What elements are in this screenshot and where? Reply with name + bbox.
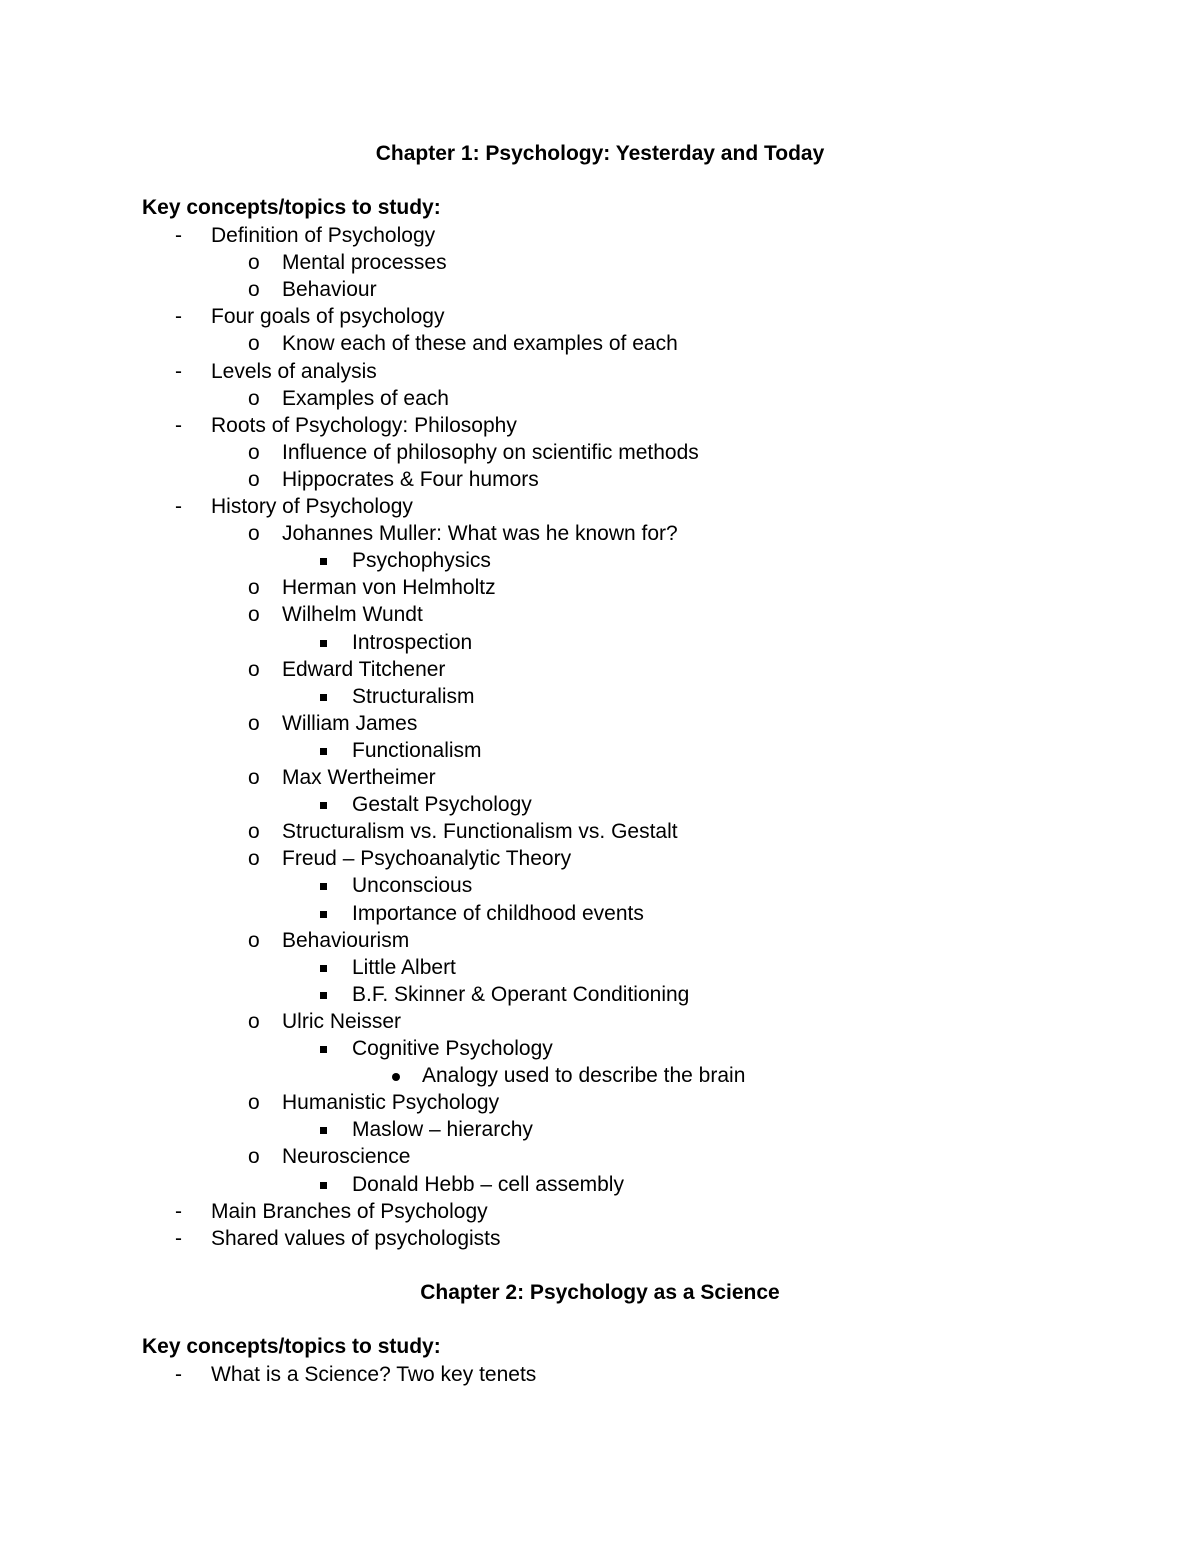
- square-bullet-icon: [320, 558, 327, 565]
- dash-bullet-icon: -: [175, 495, 182, 518]
- chapter2-key-heading: Key concepts/topics to study:: [142, 1335, 441, 1358]
- square-bullet-icon: [320, 1127, 327, 1134]
- square-bullet-icon: [320, 640, 327, 647]
- list-item: Functionalism: [352, 738, 482, 762]
- list-item: Little Albert: [352, 955, 456, 979]
- list-item: Shared values of psychologists: [211, 1226, 501, 1250]
- list-item: Roots of Psychology: Philosophy: [211, 413, 517, 437]
- list-item: Max Wertheimer: [282, 766, 436, 789]
- list-item: Hippocrates & Four humors: [282, 467, 539, 491]
- circle-bullet-icon: o: [248, 278, 260, 302]
- circle-bullet-icon: o: [248, 1145, 260, 1169]
- circle-bullet-icon: o: [248, 1091, 260, 1115]
- list-item: Influence of philosophy on scientific methods: [282, 440, 699, 464]
- list-item: William James: [282, 711, 418, 735]
- filled-dot-bullet-icon: [392, 1073, 400, 1081]
- circle-bullet-icon: o: [248, 711, 260, 735]
- list-item: Behaviour: [282, 278, 377, 302]
- list-item: Structuralism vs. Functionalism vs. Gestalt: [282, 820, 678, 844]
- square-bullet-icon: [320, 883, 327, 890]
- list-item: Wilhelm Wundt: [282, 603, 423, 627]
- list-item: Levels of analysis: [211, 359, 377, 383]
- list-item: Maslow – hierarchy: [352, 1118, 533, 1142]
- list-item: Ulric Neisser: [282, 1009, 402, 1033]
- square-bullet-icon: [320, 748, 327, 755]
- dash-bullet-icon: -: [175, 1199, 182, 1223]
- list-item: Structuralism: [352, 684, 475, 708]
- dash-bullet-icon: -: [175, 305, 182, 329]
- list-item: Definition of Psychology: [211, 224, 436, 247]
- list-item: What is a Science? Two key tenets: [211, 1363, 537, 1386]
- list-item: Mental processes: [282, 251, 447, 275]
- list-item: Psychophysics: [352, 549, 491, 573]
- circle-bullet-icon: o: [248, 1009, 260, 1033]
- list-item: Behaviourism: [282, 928, 410, 952]
- square-bullet-icon: [320, 911, 327, 918]
- circle-bullet-icon: o: [248, 657, 260, 681]
- circle-bullet-icon: o: [248, 576, 260, 600]
- circle-bullet-icon: o: [248, 251, 260, 275]
- list-item: Importance of childhood events: [352, 901, 644, 925]
- square-bullet-icon: [320, 1182, 327, 1189]
- circle-bullet-icon: o: [248, 386, 260, 410]
- square-bullet-icon: [320, 1046, 327, 1053]
- dash-bullet-icon: -: [175, 1226, 182, 1250]
- list-item: Herman von Helmholtz: [282, 576, 496, 600]
- circle-bullet-icon: o: [248, 440, 260, 464]
- dash-bullet-icon: -: [175, 224, 182, 247]
- list-item: Analogy used to describe the brain: [422, 1064, 746, 1088]
- list-item: History of Psychology: [211, 495, 413, 518]
- dash-bullet-icon: -: [175, 1363, 182, 1386]
- list-item: Know each of these and examples of each: [282, 332, 678, 356]
- list-item: Edward Titchener: [282, 657, 446, 681]
- circle-bullet-icon: o: [248, 847, 260, 871]
- list-item: Unconscious: [352, 874, 473, 898]
- chapter1-title: Chapter 1: Psychology: Yesterday and Today: [375, 142, 825, 165]
- dash-bullet-icon: -: [175, 413, 182, 437]
- square-bullet-icon: [320, 694, 327, 701]
- list-item: Neuroscience: [282, 1145, 411, 1169]
- list-item: Cognitive Psychology: [352, 1037, 553, 1060]
- list-item: Johannes Muller: What was he known for?: [282, 522, 678, 546]
- dash-bullet-icon: -: [175, 359, 182, 383]
- list-item: Introspection: [352, 630, 473, 654]
- chapter2-title: Chapter 2: Psychology as a Science: [420, 1281, 780, 1304]
- circle-bullet-icon: o: [248, 820, 260, 844]
- list-item: Four goals of psychology: [211, 305, 445, 329]
- circle-bullet-icon: o: [248, 522, 260, 546]
- list-item: Freud – Psychoanalytic Theory: [282, 847, 572, 871]
- list-item: B.F. Skinner & Operant Conditioning: [352, 982, 690, 1006]
- circle-bullet-icon: o: [248, 928, 260, 952]
- list-item: Main Branches of Psychology: [211, 1199, 488, 1223]
- square-bullet-icon: [320, 992, 327, 999]
- chapter1-key-heading: Key concepts/topics to study:: [142, 196, 441, 219]
- list-item: Gestalt Psychology: [352, 793, 532, 817]
- square-bullet-icon: [320, 802, 327, 809]
- circle-bullet-icon: o: [248, 603, 260, 627]
- circle-bullet-icon: o: [248, 332, 260, 356]
- list-item: Humanistic Psychology: [282, 1091, 500, 1115]
- circle-bullet-icon: o: [248, 467, 260, 491]
- square-bullet-icon: [320, 965, 327, 972]
- circle-bullet-icon: o: [248, 766, 260, 789]
- list-item: Examples of each: [282, 386, 449, 410]
- list-item: Donald Hebb – cell assembly: [352, 1172, 624, 1196]
